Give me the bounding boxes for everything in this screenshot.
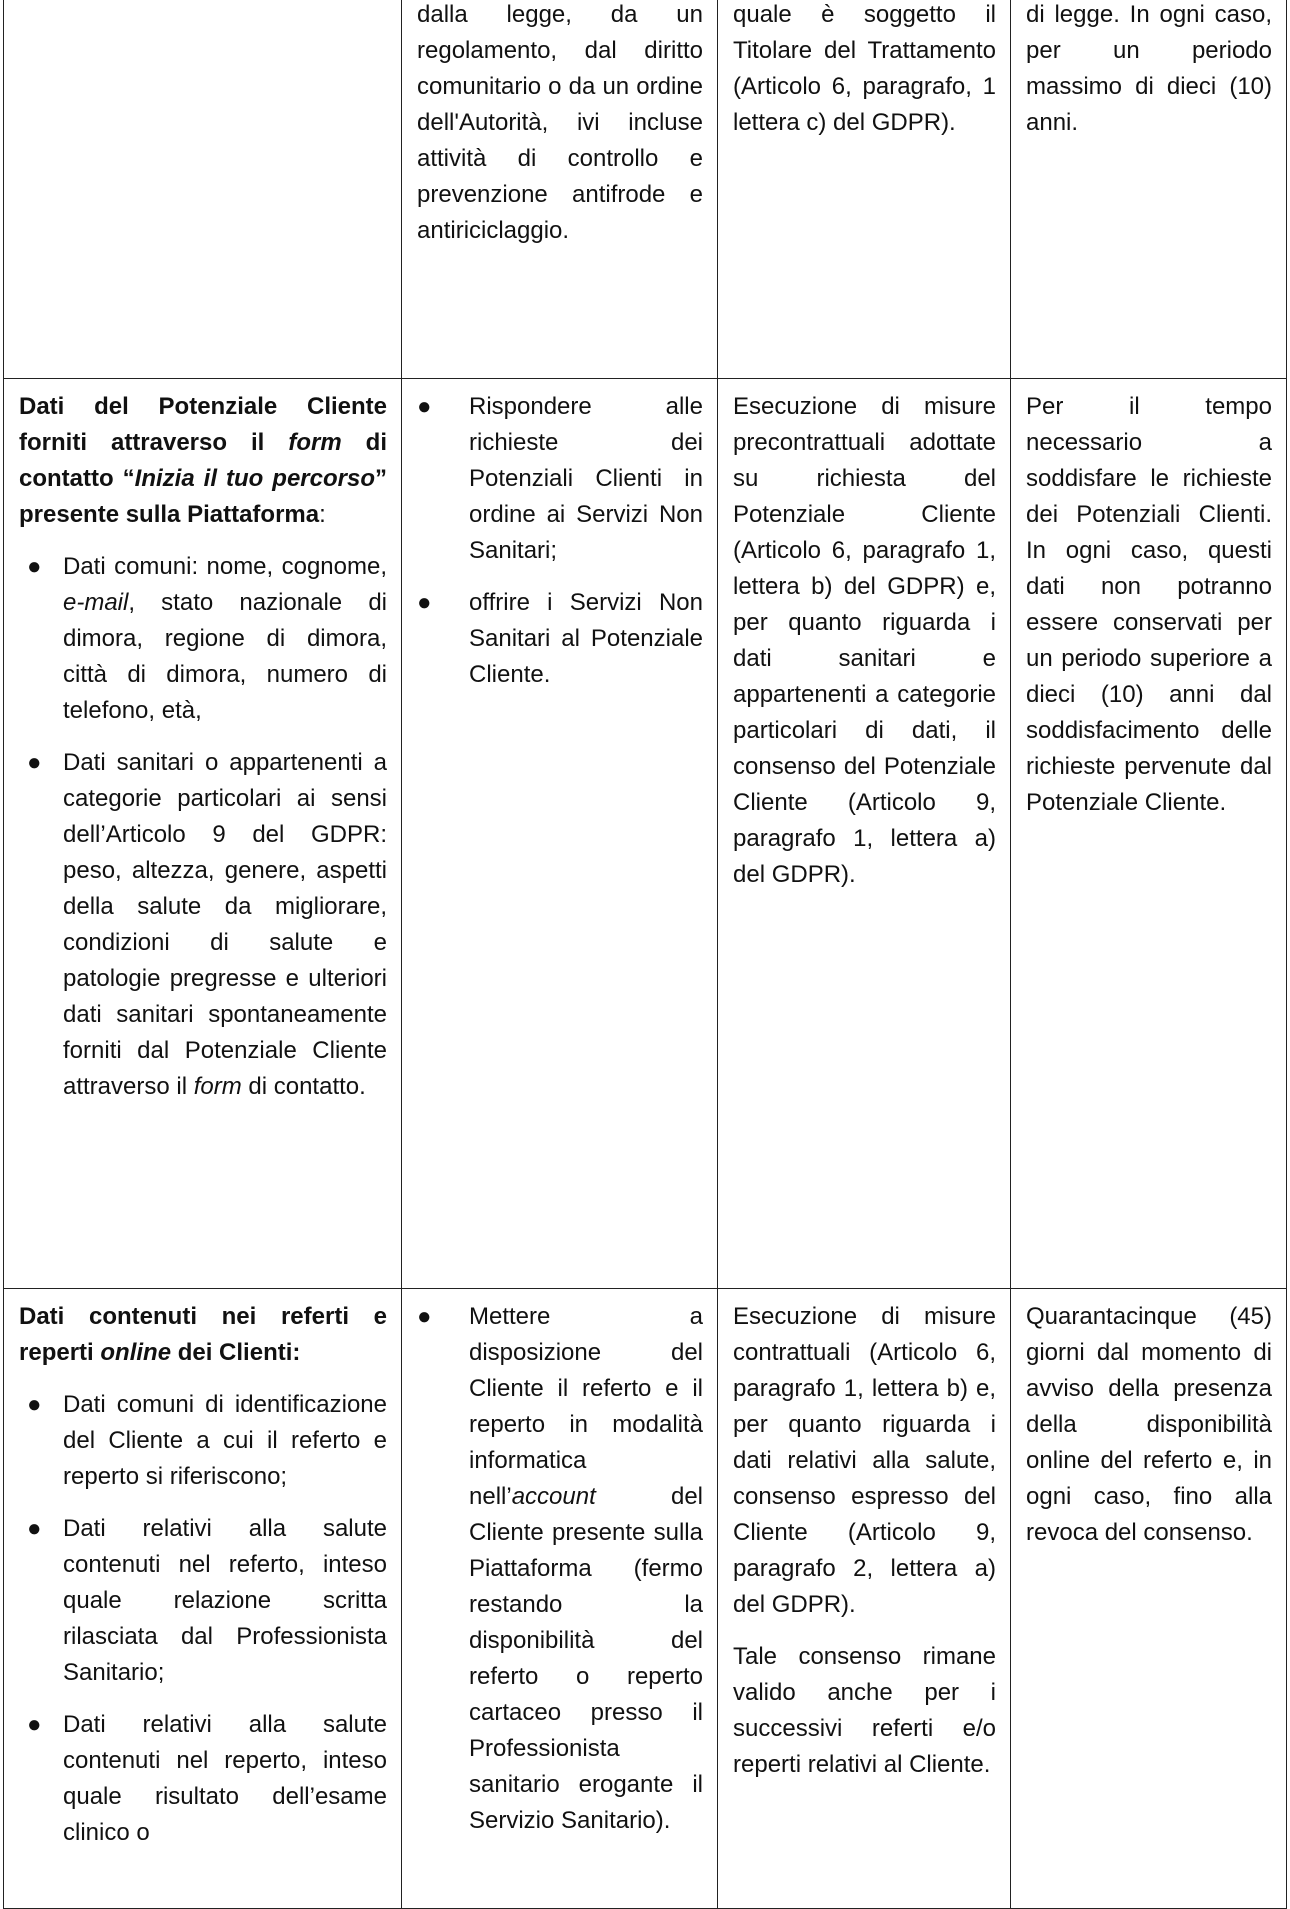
text-segment: Dati sanitari o appartenenti a categorie particolari ai sensi dell’Articolo 9 del GDPR: peso, altezza, genere, aspetti della salute da migliorare, condizioni di salute e patologie pregresse e ulteriori dati sanitari spontaneamente forniti dal Potenziale Cliente attraverso il bbox=[63, 749, 387, 1100]
text-segment: di legge. In ogni caso, per un periodo massimo di dieci (10) anni. bbox=[1026, 1, 1272, 136]
list-item bbox=[417, 389, 703, 569]
list-item bbox=[19, 1387, 387, 1495]
paragraph bbox=[733, 389, 996, 893]
text-segment: quale è soggetto il Titolare del Trattamento (Articolo 6, paragrafo, 1 lettera c) del GDPR). bbox=[733, 1, 996, 136]
text-segment: Per il tempo necessario a soddisfare le richieste dei Potenziali Clienti. In ogni caso, questi dati non potranno essere conservati per un periodo superiore a dieci (10) anni dal soddisfacimento delle richieste pervenute dal Potenziale Cliente. bbox=[1026, 393, 1272, 816]
text-segment: : bbox=[319, 501, 326, 528]
text-segment: form bbox=[288, 429, 342, 456]
paragraph bbox=[733, 1639, 996, 1783]
paragraph bbox=[1026, 1299, 1272, 1551]
purpose-cell bbox=[402, 0, 718, 379]
list-item bbox=[19, 1511, 387, 1691]
text-segment: Tale consenso rimane valido anche per i successivi referti e/o reperti relativi al Cliente. bbox=[733, 1643, 996, 1778]
text-segment: Dati contenuti nei referti e reperti bbox=[19, 1303, 387, 1366]
retention-cell bbox=[1011, 379, 1287, 1289]
paragraph bbox=[19, 389, 387, 533]
text-segment: account bbox=[511, 1483, 596, 1510]
bullet-icon: ● bbox=[27, 749, 42, 776]
bullet-icon: ● bbox=[27, 553, 42, 580]
text-segment: di contatto “ bbox=[19, 429, 387, 492]
list-item bbox=[19, 745, 387, 1105]
legal-basis-cell bbox=[718, 379, 1011, 1289]
text-segment: Rispondere alle richieste dei Potenziali Clienti in ordine ai Servizi Non Sanitari; bbox=[469, 393, 703, 564]
text-segment: dalla legge, da un regolamento, dal diritto comunitario o da un ordine dell'Autorità, ivi incluse attività di controllo e prevenzione antifrode e antiriciclaggio. bbox=[417, 1, 703, 244]
list-item bbox=[19, 1707, 387, 1851]
bullet-list bbox=[19, 1387, 387, 1851]
data-category-cell bbox=[4, 379, 402, 1289]
text-segment: di contatto. bbox=[241, 1073, 366, 1100]
table-row bbox=[4, 0, 1287, 379]
list-item bbox=[19, 549, 387, 729]
list-item bbox=[417, 585, 703, 693]
text-segment: Dati relativi alla salute contenuti nel referto, inteso quale relazione scritta rilasciata dal Professionista Sanitario; bbox=[63, 1515, 387, 1686]
text-segment: del Cliente presente sulla Piattaforma (fermo restando la disponibilità del referto o reperto cartaceo presso il Professionista sanitario erogante il Servizio Sanitario). bbox=[469, 1483, 703, 1834]
paragraph bbox=[1026, 0, 1272, 141]
bullet-icon: ● bbox=[27, 1711, 42, 1738]
text-segment: Dati relativi alla salute contenuti nel reperto, inteso quale risultato dell’esame clinico o bbox=[63, 1711, 387, 1846]
bullet-icon: ● bbox=[417, 1303, 432, 1330]
text-segment: Esecuzione di misure precontrattuali adottate su richiesta del Potenziale Cliente (Articolo 6, paragrafo 1, lettera b) del GDPR) e, per quanto riguarda i dati sanitari e appartenenti a categorie particolari di dati, il consenso del Potenziale Cliente (Articolo 9, paragrafo 1, lettera a) del GDPR). bbox=[733, 393, 996, 888]
text-segment: form bbox=[193, 1073, 242, 1100]
data-category-cell bbox=[4, 0, 402, 379]
table-row bbox=[4, 379, 1287, 1289]
data-processing-table bbox=[3, 0, 1287, 1909]
list-item bbox=[417, 1299, 703, 1839]
bullet-list bbox=[417, 1299, 703, 1839]
text-segment: online bbox=[100, 1339, 172, 1366]
text-segment: Quarantacinque (45) giorni dal momento di avviso della presenza della disponibilità online del referto e, in ogni caso, fino alla revoca del consenso. bbox=[1026, 1303, 1272, 1546]
purpose-cell bbox=[402, 379, 718, 1289]
text-segment: Dati comuni di identificazione del Cliente a cui il referto e reperto si riferiscono; bbox=[63, 1391, 387, 1490]
text-segment: Dati comuni: nome, cognome, bbox=[63, 553, 387, 580]
text-segment: offrire i Servizi Non Sanitari al Potenziale Cliente. bbox=[469, 589, 703, 688]
paragraph bbox=[19, 1299, 387, 1371]
legal-basis-cell bbox=[718, 0, 1011, 379]
bullet-list bbox=[417, 389, 703, 693]
paragraph bbox=[417, 0, 703, 249]
bullet-icon: ● bbox=[27, 1515, 42, 1542]
retention-cell bbox=[1011, 1289, 1287, 1909]
text-segment: e-mail bbox=[63, 589, 129, 616]
retention-cell bbox=[1011, 0, 1287, 379]
legal-basis-cell bbox=[718, 1289, 1011, 1909]
bullet-list bbox=[19, 549, 387, 1105]
table-row bbox=[4, 1289, 1287, 1909]
paragraph bbox=[1026, 389, 1272, 821]
text-segment: Mettere a disposizione del Cliente il referto e il reperto in modalità informatica nell’ bbox=[469, 1303, 703, 1510]
text-segment: ” presente sulla Piattaforma bbox=[19, 465, 387, 528]
text-segment: dei Clienti: bbox=[171, 1339, 301, 1366]
text-segment: Dati del Potenziale Cliente forniti attraverso il bbox=[19, 393, 387, 456]
text-segment: Inizia il tuo percorso bbox=[134, 465, 375, 492]
text-segment: Esecuzione di misure contrattuali (Articolo 6, paragrafo 1, lettera b) e, per quanto riguarda i dati relativi alla salute, consenso espresso del Cliente (Articolo 9, paragrafo 2, lettera a) del GDPR). bbox=[733, 1303, 996, 1618]
purpose-cell bbox=[402, 1289, 718, 1909]
paragraph bbox=[733, 0, 996, 141]
text-segment: , stato nazionale di dimora, regione di dimora, città di dimora, numero di telefono, età, bbox=[63, 589, 387, 724]
bullet-icon: ● bbox=[27, 1391, 42, 1418]
bullet-icon: ● bbox=[417, 393, 432, 420]
bullet-icon: ● bbox=[417, 589, 432, 616]
paragraph bbox=[733, 1299, 996, 1623]
data-category-cell bbox=[4, 1289, 402, 1909]
